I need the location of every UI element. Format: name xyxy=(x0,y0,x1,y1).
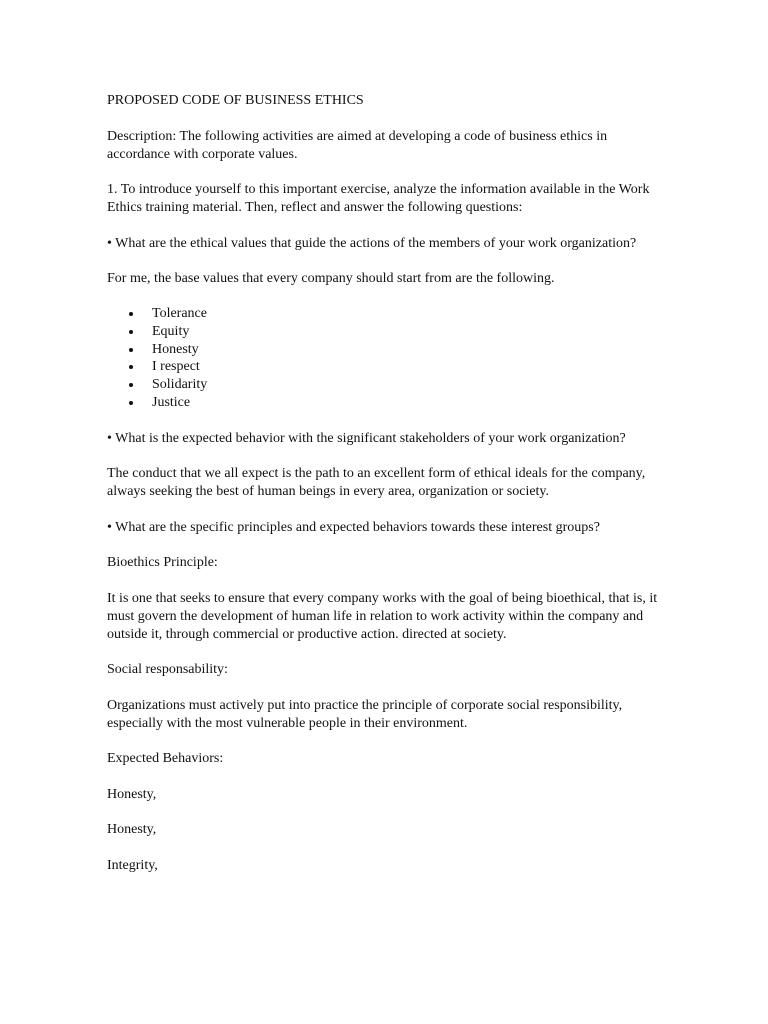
value-label: Honesty xyxy=(152,341,199,357)
list-item xyxy=(107,323,667,341)
value-label: Equity xyxy=(152,323,190,339)
value-label: Solidarity xyxy=(152,377,208,393)
social-responsibility-paragraph: Organizations must actively put into practice the principle of corporate social responsibility, especially with the most vulnerable people in their environment. xyxy=(107,697,623,731)
expected-behaviors-heading: Expected Behaviors: xyxy=(107,751,224,767)
values-list xyxy=(107,305,667,412)
value-label: Tolerance xyxy=(152,306,207,321)
bullet-icon xyxy=(129,330,133,334)
answer-values-intro: For me, the base values that every company should start from are the following. xyxy=(107,271,555,286)
question-expected-behavior: • What is the expected behavior with the significant stakeholders of your work organization? xyxy=(107,430,626,446)
bullet-icon xyxy=(129,312,133,316)
list-item xyxy=(107,341,667,359)
list-item xyxy=(107,376,667,394)
list-item xyxy=(107,358,667,376)
bioethics-heading: Bioethics Principle: xyxy=(107,555,218,571)
question-ethical-values: • What are the ethical values that guide the actions of the members of your work organization? xyxy=(107,235,637,251)
step-1-paragraph: 1. To introduce yourself to this important exercise, analyze the information available in the Work Ethics training material. Then, reflect and answer the following questions: xyxy=(107,182,650,215)
bullet-icon xyxy=(129,365,133,369)
list-item xyxy=(107,305,667,323)
behavior-item: Honesty, xyxy=(107,786,157,802)
behavior-item: Integrity, xyxy=(107,857,158,873)
answer-expected-conduct: The conduct that we all expect is the path to an excellent form of ethical ideals for the company, always seeking the best of human beings in every area, organization or society. xyxy=(107,466,646,500)
social-responsibility-heading: Social responsability: xyxy=(107,662,228,678)
value-label: Justice xyxy=(152,394,191,410)
bioethics-paragraph: It is one that seeks to ensure that every company works with the goal of being bioethical, that is, it must govern the development of human life in relation to work activity within the company and outside it, through commercial or productive action. directed at society. xyxy=(107,590,658,642)
bullet-icon xyxy=(129,401,133,405)
value-label: I respect xyxy=(152,359,200,375)
list-item xyxy=(107,394,667,412)
description-paragraph: Description: The following activities are aimed at developing a code of business ethics in accordance with corporate values. xyxy=(107,128,608,162)
document-body xyxy=(107,92,667,892)
document-title: PROPOSED CODE OF BUSINESS ETHICS xyxy=(107,93,364,108)
question-specific-principles: • What are the specific principles and expected behaviors towards these interest groups? xyxy=(107,519,600,535)
behavior-item: Honesty, xyxy=(107,822,157,838)
bullet-icon xyxy=(129,383,133,387)
bullet-icon xyxy=(129,348,133,352)
